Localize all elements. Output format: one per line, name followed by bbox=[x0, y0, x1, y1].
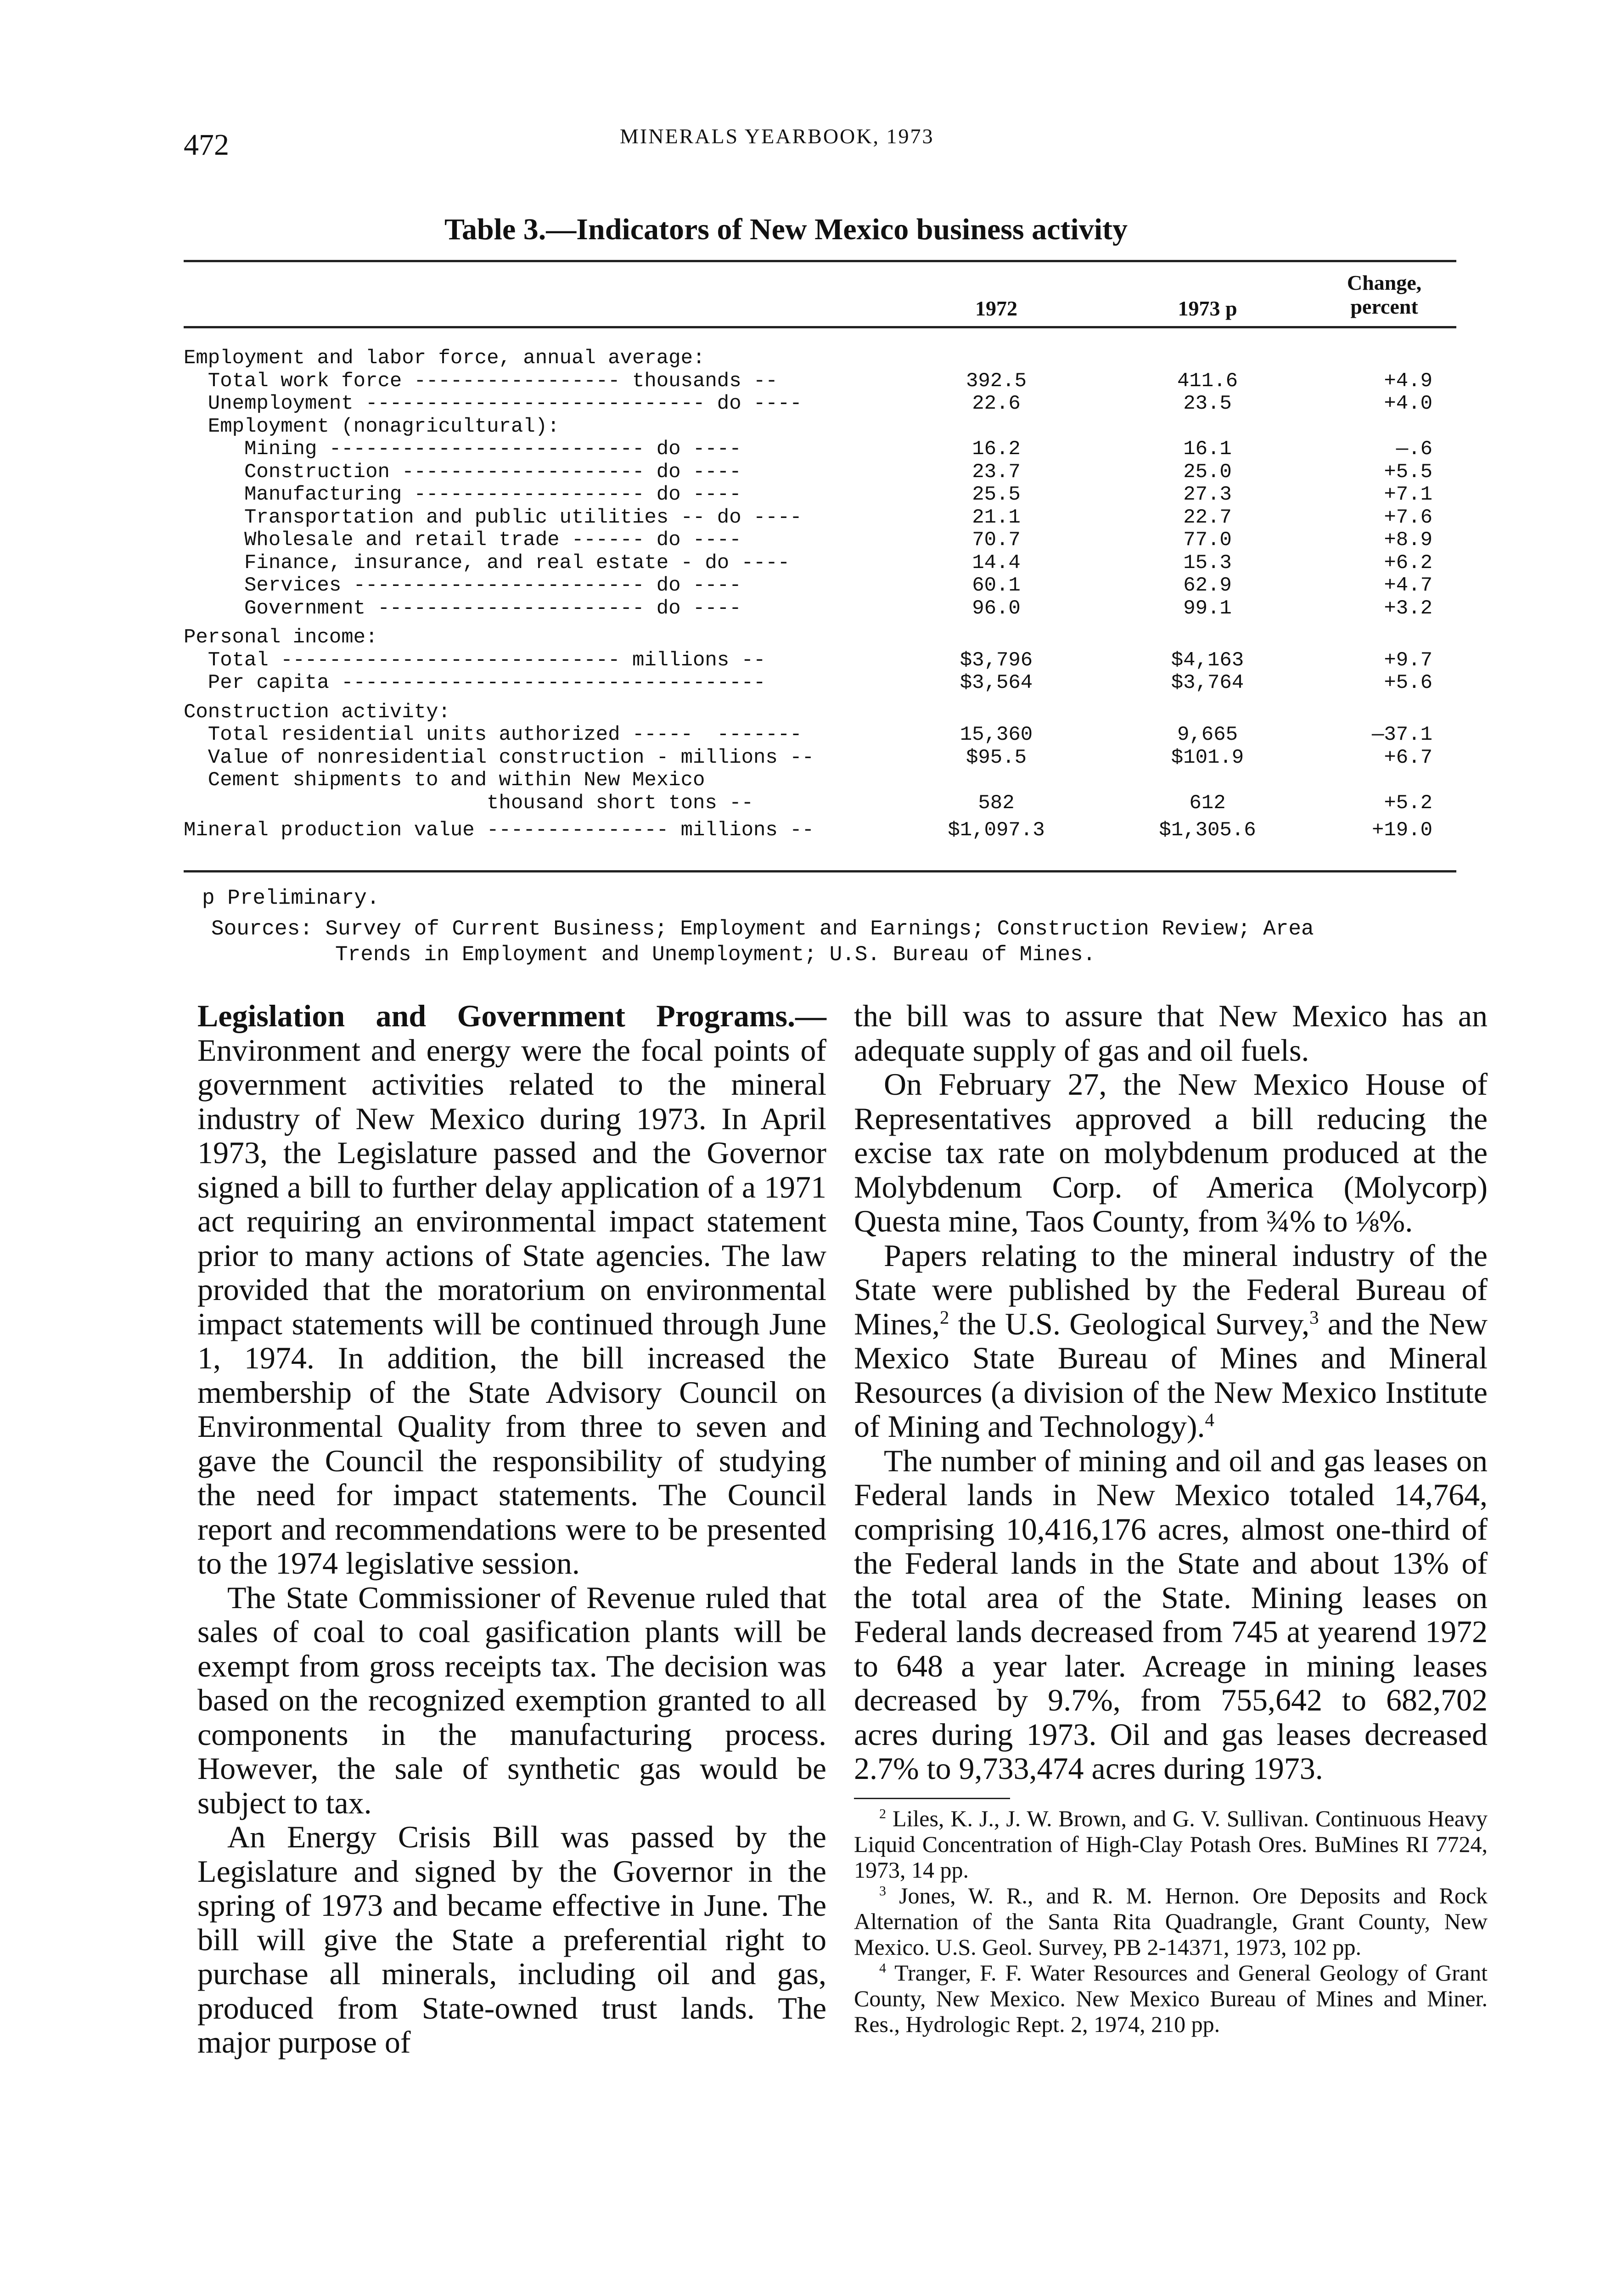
value-1972: 60.1 bbox=[972, 574, 1021, 597]
footnote-ref: 4 bbox=[1205, 1409, 1214, 1430]
table-row bbox=[184, 370, 1456, 393]
table-row bbox=[184, 597, 1456, 620]
column-header-change bbox=[1313, 271, 1455, 319]
table-row bbox=[184, 819, 1456, 842]
footnote bbox=[854, 1960, 1488, 2037]
footnote-number: 2 bbox=[879, 1806, 886, 1821]
column-header-1973: 1973 p bbox=[1178, 297, 1237, 320]
paragraph: The State Commissioner of Revenue ruled that sales of coal to coal gasification plants will be exempt from gross receipts tax. The decision was based on the recognized exemption granted to all components in the manufacturing process. However, the sale of synthetic gas would be subject to tax. bbox=[197, 1580, 826, 1820]
value-change: +6.7 bbox=[1384, 746, 1432, 769]
footnote-ref: 3 bbox=[1309, 1306, 1319, 1328]
footnote bbox=[854, 1806, 1488, 1883]
table-row bbox=[184, 626, 1456, 649]
table-row bbox=[184, 483, 1456, 506]
paragraph: the bill was to assure that New Mexico has an adequate supply of gas and oil fuels. bbox=[854, 998, 1488, 1068]
row-label: Per capita ----------------------------------- bbox=[184, 671, 766, 694]
value-change: +3.2 bbox=[1384, 597, 1432, 620]
row-label: Total work force ----------------- thousands -- bbox=[184, 369, 778, 393]
value-1972: 22.6 bbox=[972, 392, 1021, 415]
value-change: +4.9 bbox=[1384, 369, 1432, 393]
value-1973: 77.0 bbox=[1183, 529, 1232, 551]
table-row bbox=[184, 415, 1456, 438]
value-1973: 27.3 bbox=[1183, 483, 1232, 506]
table-row bbox=[184, 438, 1456, 461]
value-change: +7.6 bbox=[1384, 506, 1432, 529]
value-change: +7.1 bbox=[1384, 483, 1432, 506]
value-1973: $4,163 bbox=[1171, 648, 1244, 672]
row-label: Total ---------------------------- millions -- bbox=[184, 648, 766, 672]
footnote-text: Jones, W. R., and R. M. Hernon. Ore Deposits and Rock Alternation of the Santa Rita Quadrangle, Grant County, New Mexico. U.S. Geol. Survey, PB 2-14371, 1973, 102 pp. bbox=[854, 1882, 1488, 1960]
column-header-1972: 1972 bbox=[975, 297, 1017, 320]
value-change: +5.6 bbox=[1384, 671, 1432, 694]
row-label: thousand short tons -- bbox=[184, 791, 754, 815]
footnotes bbox=[854, 1806, 1488, 2037]
value-1973: 25.0 bbox=[1183, 460, 1232, 484]
row-label: Government ---------------------- do ---- bbox=[184, 597, 741, 620]
table-row bbox=[184, 746, 1456, 769]
table-note-sources-line2: Trends in Employment and Unemployment; U.S. Bureau of Mines. bbox=[335, 943, 1096, 967]
value-change: —37.1 bbox=[1371, 723, 1432, 746]
footnote-ref: 2 bbox=[940, 1306, 949, 1328]
value-change: +19.0 bbox=[1371, 819, 1432, 842]
row-label: Manufacturing ------------------- do ---- bbox=[184, 483, 741, 506]
row-label: Wholesale and retail trade ------ do ---- bbox=[184, 529, 741, 551]
table-note-sources bbox=[211, 916, 1451, 968]
row-label: Unemployment ---------------------------- do ---- bbox=[184, 392, 802, 415]
row-label: Value of nonresidential construction - millions -- bbox=[184, 746, 814, 769]
paragraph bbox=[197, 999, 826, 1581]
value-1972: 25.5 bbox=[972, 483, 1021, 506]
value-1973: 23.5 bbox=[1183, 392, 1232, 415]
table-row bbox=[184, 392, 1456, 415]
value-change: +9.7 bbox=[1384, 648, 1432, 672]
row-label: Cement shipments to and within New Mexico bbox=[184, 769, 705, 792]
row-label: Employment and labor force, annual average: bbox=[184, 347, 705, 370]
value-1972: 15,360 bbox=[960, 723, 1033, 746]
left-column bbox=[197, 999, 826, 2060]
value-1972: 70.7 bbox=[972, 529, 1021, 551]
value-change: +6.2 bbox=[1384, 551, 1432, 574]
value-1973: $1,305.6 bbox=[1159, 819, 1256, 842]
table-row bbox=[184, 551, 1456, 574]
value-change: +4.0 bbox=[1384, 392, 1432, 415]
page-number: 472 bbox=[184, 128, 229, 162]
paragraph-text: Papers relating to the mineral industry of the State were published by the Federal Bureau of Mines, bbox=[854, 1238, 1488, 1341]
paragraph-text: and the New Mexico State Bureau of Mines and Mineral Resources (a division of the New Mexico Institute of Mining and Technology). bbox=[854, 1306, 1488, 1444]
table-row bbox=[184, 461, 1456, 484]
value-1972: $3,564 bbox=[960, 671, 1033, 694]
row-label: Construction activity: bbox=[184, 700, 450, 724]
value-1973: $101.9 bbox=[1171, 746, 1244, 769]
table-row bbox=[184, 529, 1456, 551]
row-label: Mineral production value --------------- millions -- bbox=[184, 819, 814, 842]
table-note-preliminary: p Preliminary. bbox=[202, 886, 380, 910]
column-header-change-line2: percent bbox=[1350, 295, 1418, 318]
table-title: Table 3.—Indicators of New Mexico business activity bbox=[444, 213, 1128, 246]
value-1972: 16.2 bbox=[972, 438, 1021, 461]
table-bottom-rule bbox=[184, 870, 1456, 872]
right-column bbox=[854, 999, 1488, 2037]
value-1973: 9,665 bbox=[1177, 723, 1238, 746]
paragraph: On February 27, the New Mexico House of Representatives approved a bill reducing the excise tax rate on molybdenum produced at the Molybdenum Corp. of America (Molycorp) Questa mine, Taos County, from ¾% to ⅛%. bbox=[854, 1067, 1488, 1238]
section-heading: Legislation and Government Programs.— bbox=[197, 998, 826, 1033]
value-1973: 16.1 bbox=[1183, 438, 1232, 461]
footnote-rule bbox=[854, 1798, 1010, 1799]
running-head: MINERALS YEARBOOK, 1973 bbox=[620, 124, 934, 148]
table-row bbox=[184, 792, 1456, 815]
table-row bbox=[184, 769, 1456, 792]
row-label: Services ------------------------ do ---- bbox=[184, 574, 741, 597]
value-change: —.6 bbox=[1396, 438, 1432, 461]
value-change: +5.5 bbox=[1384, 460, 1432, 484]
table-row bbox=[184, 506, 1456, 529]
row-label: Personal income: bbox=[184, 626, 378, 649]
footnote-text: Liles, K. J., J. W. Brown, and G. V. Sullivan. Continuous Heavy Liquid Concentration of High-Clay Potash Ores. BuMines RI 7724, 1973, 14 pp. bbox=[854, 1805, 1488, 1883]
value-1972: $3,796 bbox=[960, 648, 1033, 672]
paragraph: An Energy Crisis Bill was passed by the Legislature and signed by the Governor in the spring of 1973 and became effective in June. The bill will give the State a preferential right to purchase all minerals, including oil and gas, produced from State-owned trust lands. The major purpose of bbox=[197, 1819, 826, 2060]
value-1973: 22.7 bbox=[1183, 506, 1232, 529]
value-1972: 14.4 bbox=[972, 551, 1021, 574]
value-1972: 582 bbox=[978, 791, 1015, 815]
value-1973: $3,764 bbox=[1171, 671, 1244, 694]
value-1972: 96.0 bbox=[972, 597, 1021, 620]
table-row bbox=[184, 701, 1456, 724]
value-1972: 21.1 bbox=[972, 506, 1021, 529]
value-1973: 15.3 bbox=[1183, 551, 1232, 574]
value-1972: $1,097.3 bbox=[948, 819, 1045, 842]
paragraph-text: the U.S. Geological Survey, bbox=[949, 1306, 1310, 1341]
value-1972: $95.5 bbox=[966, 746, 1027, 769]
table-row bbox=[184, 671, 1456, 694]
value-1972: 23.7 bbox=[972, 460, 1021, 484]
table-row bbox=[184, 649, 1456, 672]
footnote-number: 3 bbox=[879, 1883, 886, 1898]
row-label: Finance, insurance, and real estate - do ---- bbox=[184, 551, 790, 574]
value-1973: 62.9 bbox=[1183, 574, 1232, 597]
value-change: +8.9 bbox=[1384, 529, 1432, 551]
table-header-rule bbox=[184, 326, 1456, 328]
row-label: Mining -------------------------- do ---- bbox=[184, 438, 741, 461]
row-label: Construction -------------------- do ---- bbox=[184, 460, 741, 484]
footnote-number: 4 bbox=[879, 1960, 886, 1975]
column-header-change-line1: Change, bbox=[1347, 271, 1422, 294]
value-1972: 392.5 bbox=[966, 369, 1027, 393]
row-label: Transportation and public utilities -- do ---- bbox=[184, 506, 802, 529]
row-label: Employment (nonagricultural): bbox=[184, 415, 560, 438]
footnote bbox=[854, 1883, 1488, 1960]
table-row bbox=[184, 347, 1456, 370]
table-note-sources-line1: Sources: Survey of Current Business; Employment and Earnings; Construction Review; Area bbox=[211, 917, 1314, 941]
paragraph-text: Environment and energy were the focal points of government activities related to the mineral industry of New Mexico during 1973. In April 1973, the Legislature passed and the Governor signed a bill to further delay application of a 1971 act requiring an environmental impact statement prior to many actions of State agencies. The law provided that the moratorium on environmental impact statements will be continued through June 1, 1974. In addition, the bill increased the membership of the State Advisory Council on Environmental Quality from three to seven and gave the Council the responsibility of studying the need for impact statements. The Council report and recommendations were to be presented to the 1974 legislative session. bbox=[197, 1032, 826, 1581]
table-row bbox=[184, 723, 1456, 746]
value-change: +5.2 bbox=[1384, 791, 1432, 815]
row-label: Total residential units authorized ----- ------- bbox=[184, 723, 802, 746]
paragraph bbox=[854, 1238, 1488, 1444]
table-row bbox=[184, 574, 1456, 597]
value-1973: 99.1 bbox=[1183, 597, 1232, 620]
value-1973: 411.6 bbox=[1177, 369, 1238, 393]
value-1973: 612 bbox=[1189, 791, 1226, 815]
paragraph: The number of mining and oil and gas leases on Federal lands in New Mexico totaled 14,764, comprising 10,416,176 acres, almost one-third of the Federal lands in the State and about 13% of the total area of the State. Mining leases on Federal lands decreased from 745 at yearend 1972 to 648 a year later. Acreage in mining leases decreased by 9.7%, from 755,642 to 682,702 acres during 1973. Oil and gas leases decreased 2.7% to 9,733,474 acres during 1973. bbox=[854, 1443, 1488, 1786]
value-change: +4.7 bbox=[1384, 574, 1432, 597]
footnote-text: Tranger, F. F. Water Resources and General Geology of Grant County, New Mexico. New Mexico Bureau of Mines and Miner. Res., Hydrologic Rept. 2, 1974, 210 pp. bbox=[854, 1959, 1488, 2037]
table-top-rule bbox=[184, 260, 1456, 262]
